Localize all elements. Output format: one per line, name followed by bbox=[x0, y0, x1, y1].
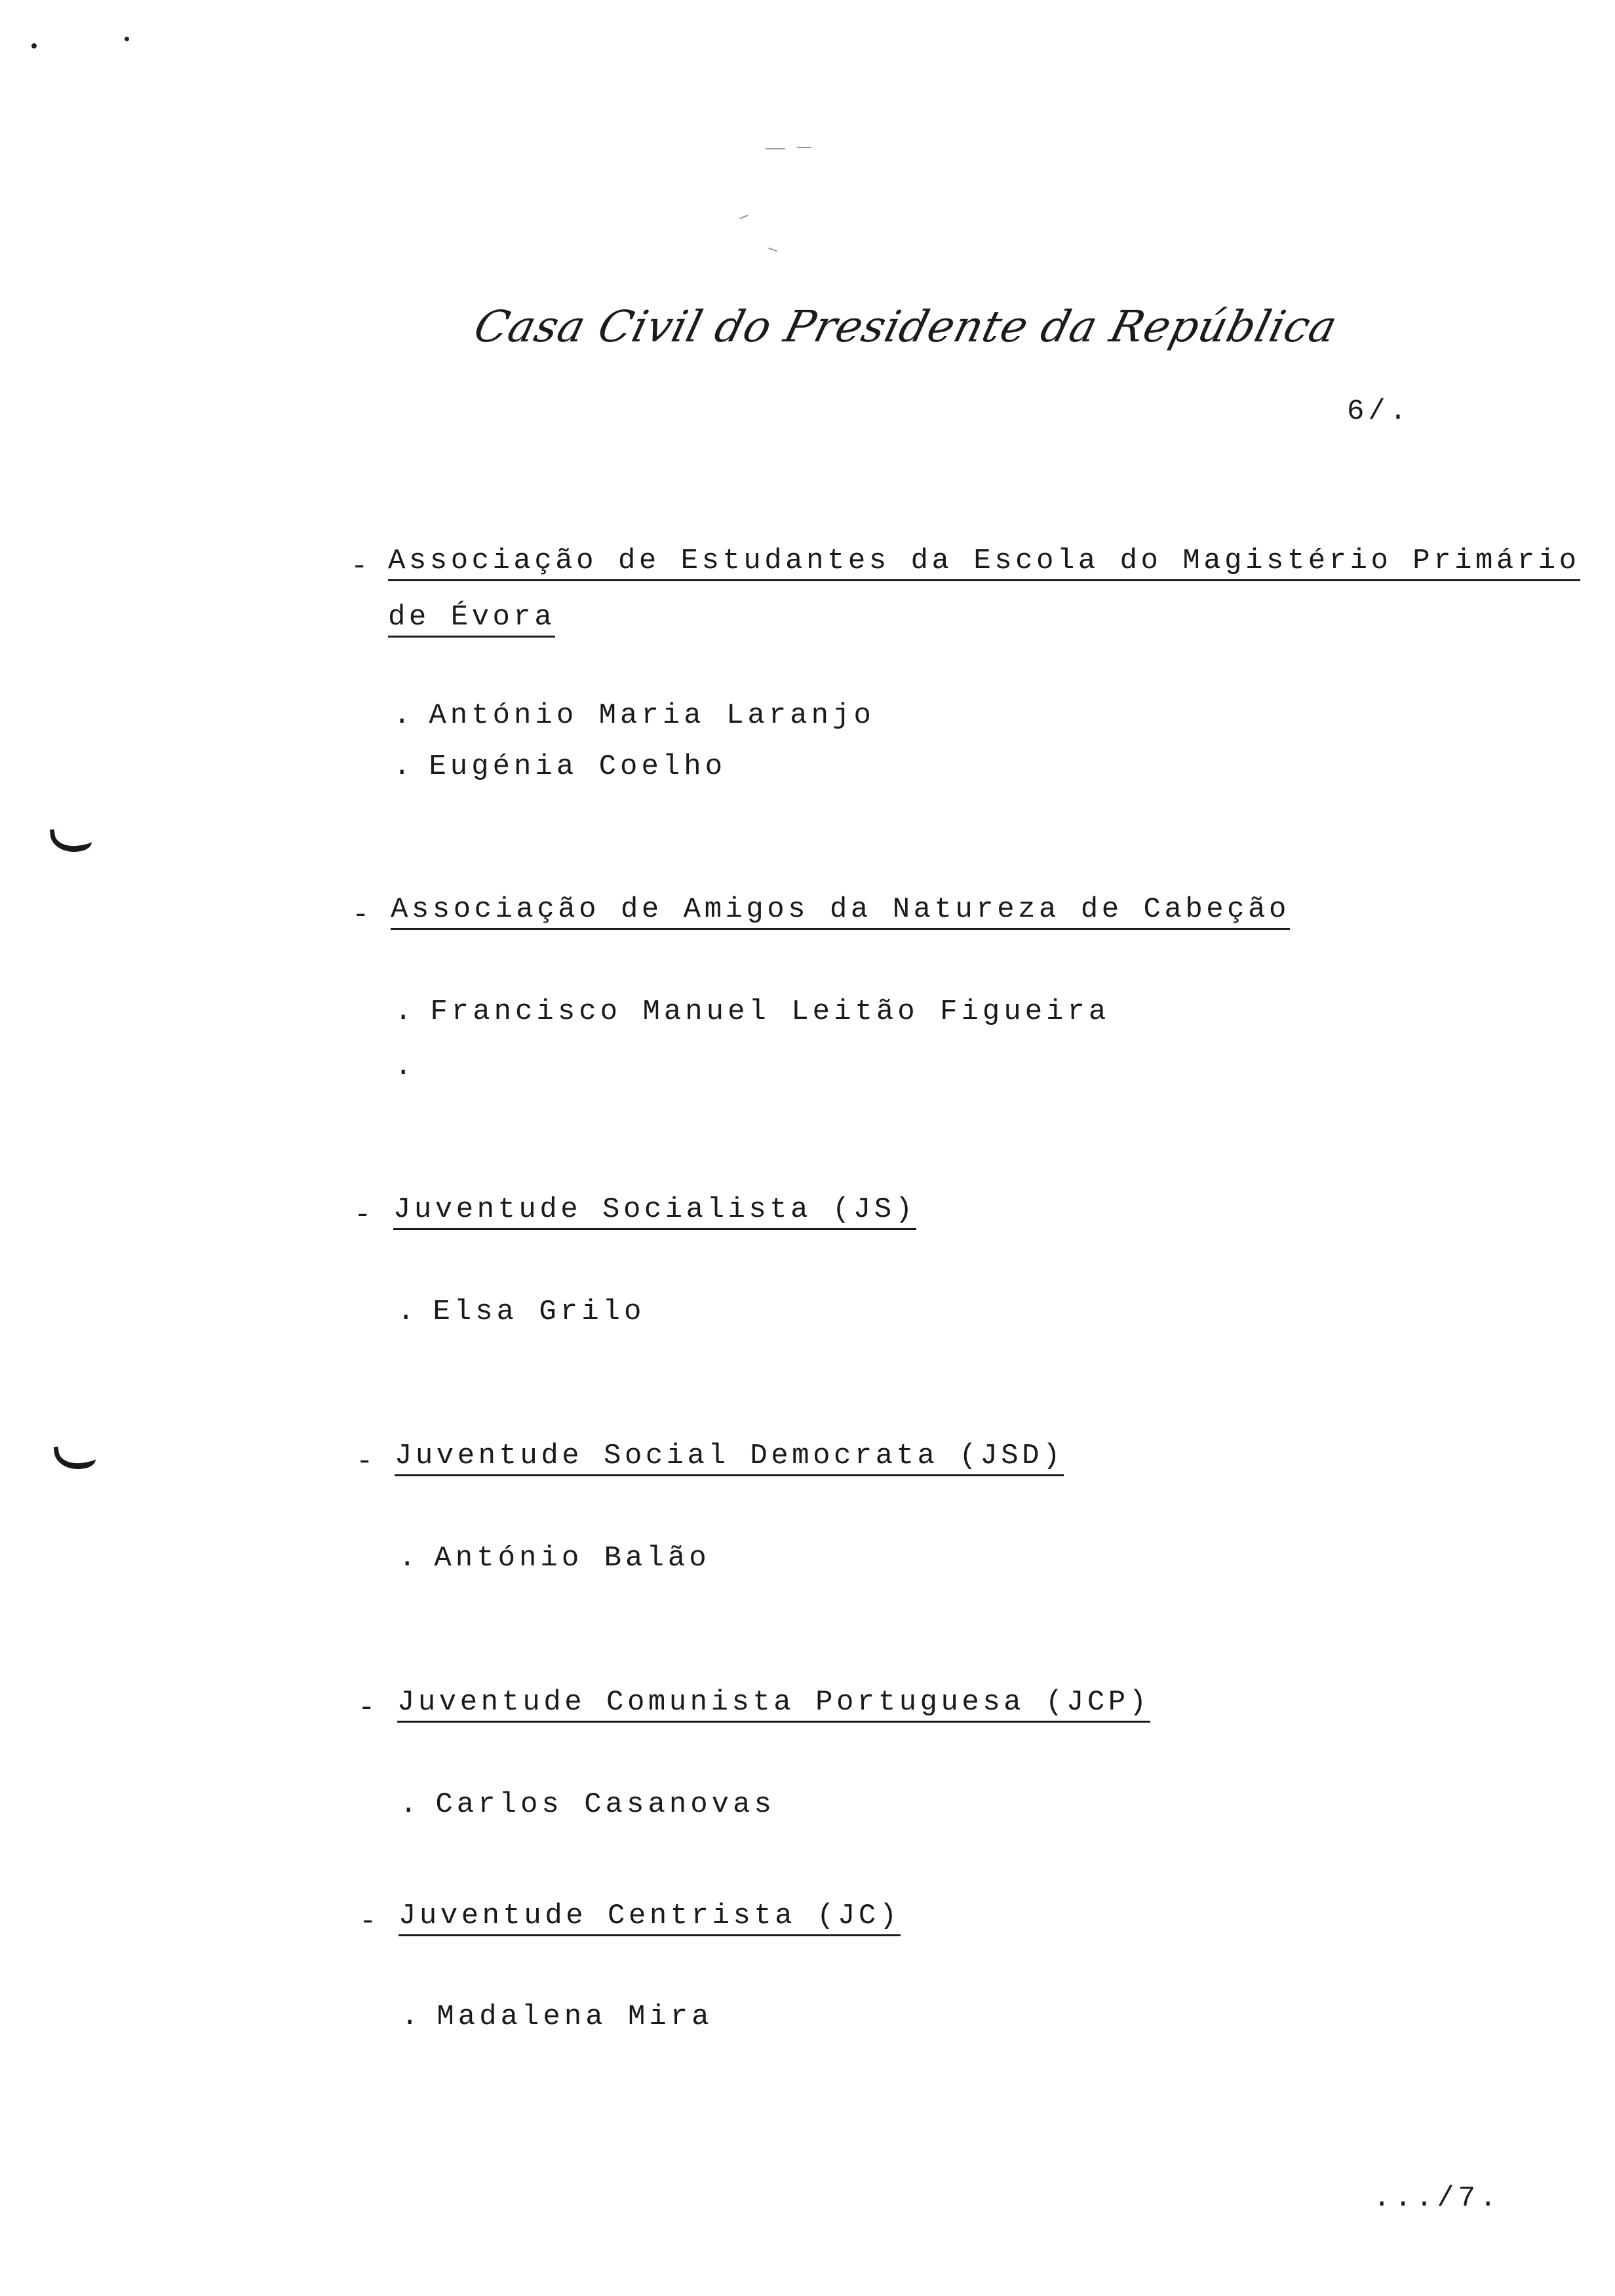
member-name: António Balão bbox=[434, 1542, 710, 1575]
member-item bbox=[400, 1788, 775, 1822]
section-heading: Juventude Socialista (JS) bbox=[393, 1193, 916, 1230]
section-dash: - bbox=[354, 1199, 372, 1232]
bullet: . bbox=[399, 1542, 420, 1575]
bullet: . bbox=[400, 1788, 421, 1821]
faint-mark bbox=[768, 248, 777, 252]
faint-mark bbox=[797, 147, 811, 148]
section-dash: - bbox=[356, 1445, 374, 1478]
section-heading: Juventude Comunista Portuguesa (JCP) bbox=[397, 1685, 1150, 1723]
section-heading: Juventude Centrista (JC) bbox=[399, 1899, 901, 1936]
section-heading: Associação de Amigos da Natureza de Cabeção bbox=[391, 892, 1290, 930]
binding-mark bbox=[50, 824, 93, 855]
member-item bbox=[393, 698, 875, 733]
section-dash: - bbox=[358, 1692, 376, 1725]
letterhead: Casa Civil do Presidente da República bbox=[469, 301, 1343, 352]
faint-mark bbox=[766, 148, 785, 149]
scan-speck bbox=[125, 37, 129, 41]
member-name: Elsa Grilo bbox=[433, 1295, 646, 1328]
scan-speck bbox=[31, 43, 37, 48]
page-number: 6/. bbox=[1347, 395, 1411, 428]
member-item bbox=[401, 2000, 713, 2034]
member-name: Madalena Mira bbox=[437, 2000, 713, 2033]
section-heading: Associação de Estudantes da Escola do Magistério Primário bbox=[388, 544, 1580, 581]
member-item bbox=[395, 995, 1110, 1029]
bullet: . bbox=[393, 750, 415, 783]
bullet: . bbox=[397, 1295, 419, 1328]
section-heading-continued: de Évora bbox=[388, 600, 555, 638]
section-dash: - bbox=[352, 899, 370, 932]
bullet: . bbox=[395, 995, 416, 1028]
section-heading: Juventude Social Democrata (JSD) bbox=[395, 1439, 1064, 1476]
member-name: Carlos Casanovas bbox=[435, 1788, 775, 1821]
member-item bbox=[397, 1295, 645, 1329]
faint-mark bbox=[739, 215, 749, 220]
continuation-marker: .../7. bbox=[1373, 2182, 1501, 2215]
bullet: . bbox=[401, 2000, 423, 2033]
member-item bbox=[399, 1541, 710, 1575]
member-name: Eugénia Coelho bbox=[429, 750, 727, 783]
section-dash: - bbox=[359, 1905, 377, 1938]
bullet: . bbox=[395, 1050, 416, 1083]
member-item bbox=[393, 750, 726, 784]
member-name: Francisco Manuel Leitão Figueira bbox=[430, 995, 1110, 1028]
binding-mark bbox=[54, 1442, 97, 1472]
section-dash: - bbox=[351, 550, 368, 583]
empty-member-item bbox=[395, 1050, 430, 1084]
member-name: António Maria Laranjo bbox=[429, 699, 875, 732]
bullet: . bbox=[393, 699, 415, 732]
